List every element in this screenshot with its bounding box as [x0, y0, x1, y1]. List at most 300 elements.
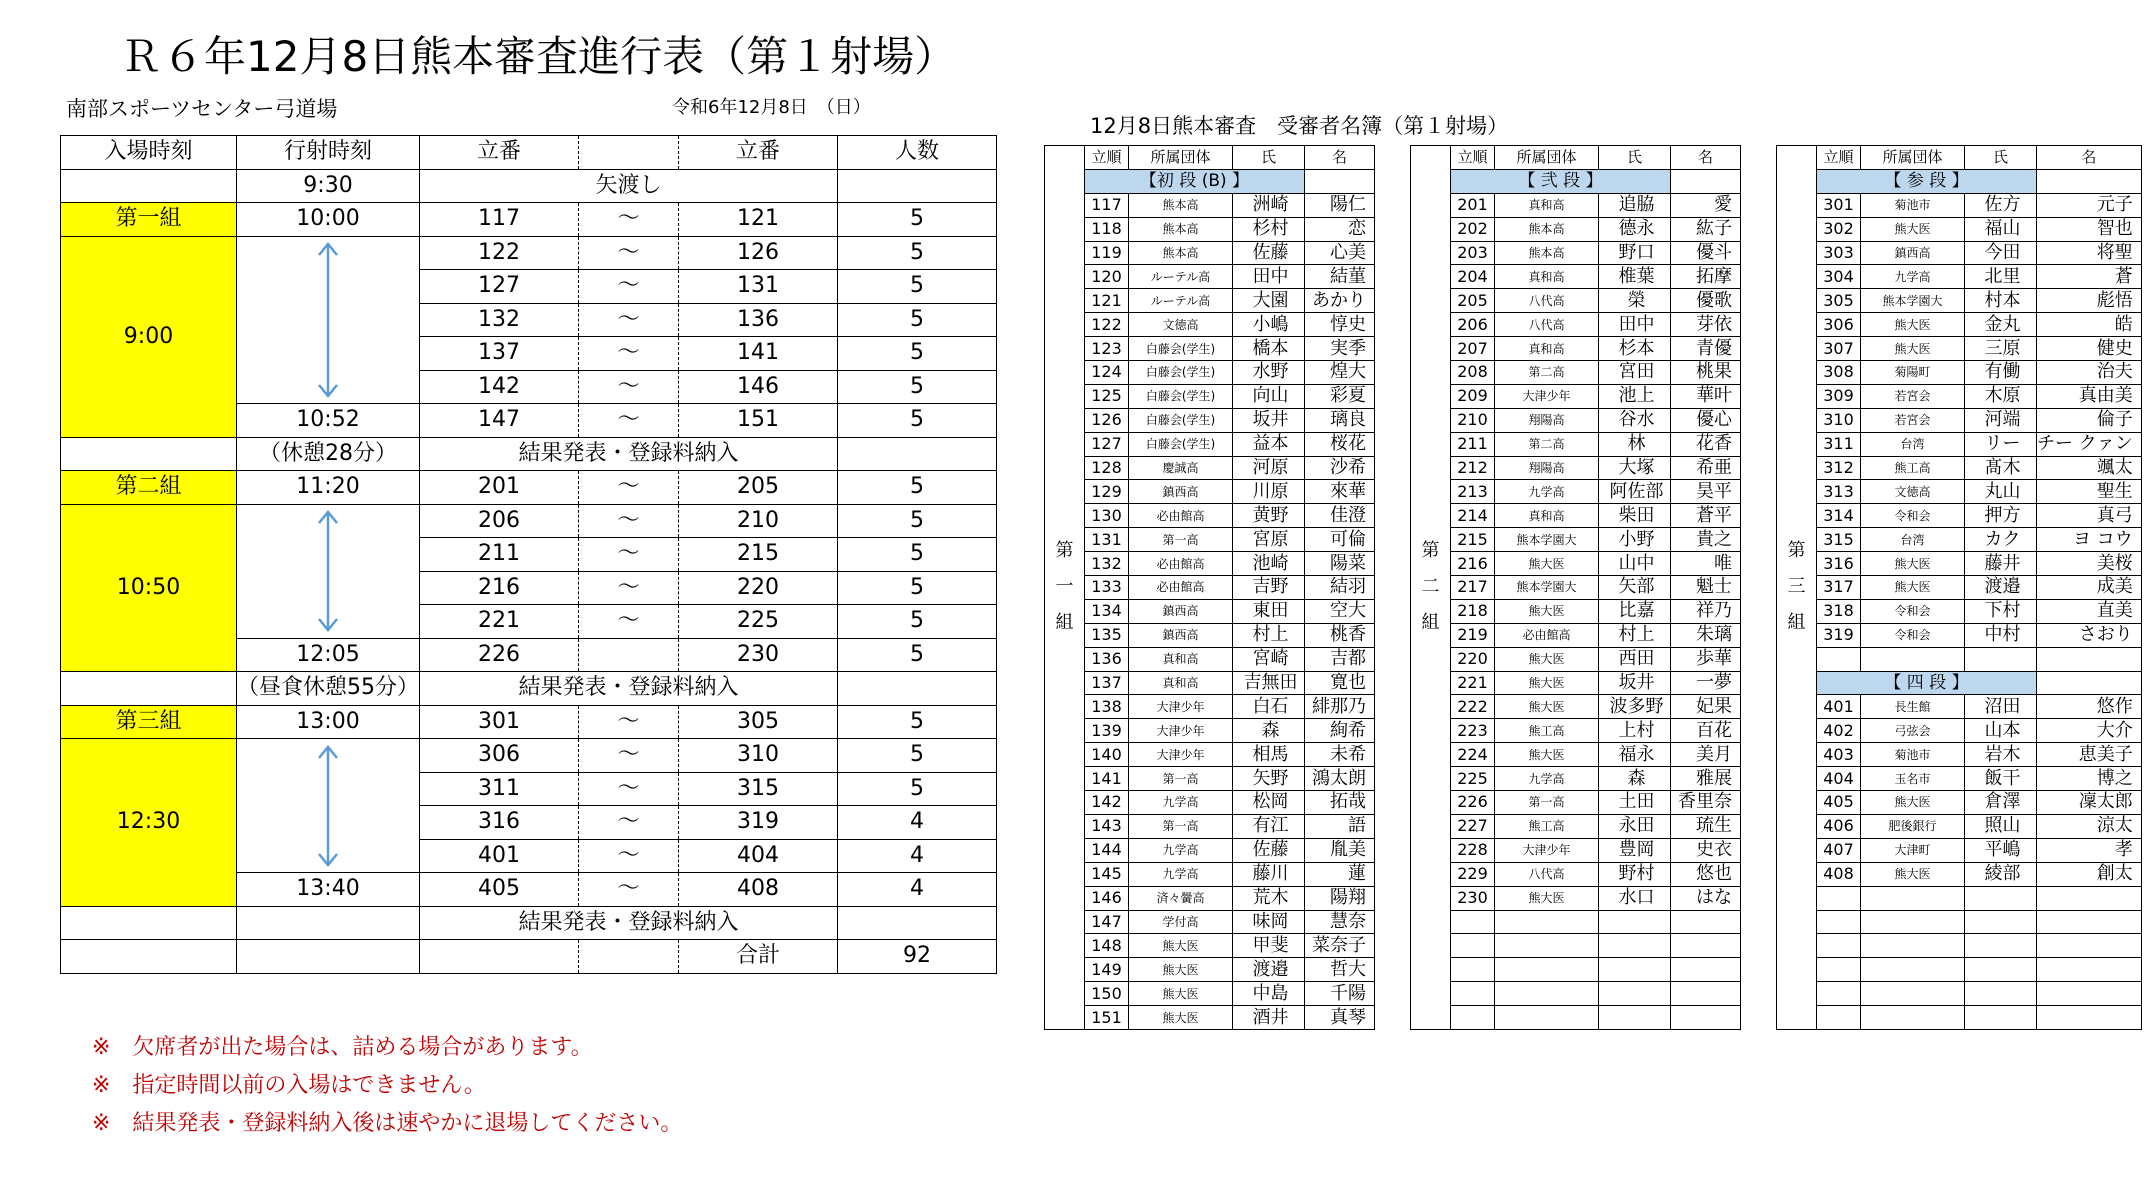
examinee-surname: 倉澤: [1965, 791, 2037, 815]
count-cell: 5: [838, 337, 997, 371]
date-label: 令和6年12月8日 （日）: [672, 97, 871, 118]
examinee-number: 124: [1085, 361, 1129, 385]
schedule-header-cell: 立番: [420, 136, 579, 170]
examinee-organization: 若宮会: [1861, 408, 1965, 432]
examinee-surname: 甲斐: [1233, 934, 1305, 958]
list-item: [1045, 552, 1375, 576]
examinee-surname: 松岡: [1233, 791, 1305, 815]
examinee-given-name: 緋那乃: [1305, 695, 1375, 719]
list-item: [1045, 814, 1375, 838]
examinee-organization: 九学高: [1495, 480, 1599, 504]
tilde-cell: ～: [579, 404, 679, 438]
examinee-organization: 菊池市: [1861, 193, 1965, 217]
examinee-number: 135: [1085, 623, 1129, 647]
page-title: Ｒ６年12月8日熊本審査進行表（第１射場）: [120, 32, 957, 81]
examinee-organization: 熊大医: [1495, 552, 1599, 576]
examinee-organization: 熊大医: [1861, 217, 1965, 241]
list-item: [1411, 480, 1741, 504]
examinee-organization: 白藤会(学生): [1129, 337, 1233, 361]
tilde-cell: ～: [579, 270, 679, 304]
examinee-given-name: 智也: [2037, 217, 2142, 241]
schedule-table: [60, 135, 997, 974]
examinee-organization: 九学高: [1861, 265, 1965, 289]
list-item: [1777, 743, 2142, 767]
section-heading-row: [1411, 169, 1741, 193]
examinee-surname: 三原: [1965, 337, 2037, 361]
examinee-surname: 渡邉: [1965, 576, 2037, 600]
examinee-surname: [1965, 910, 2037, 934]
examinee-surname: 岩木: [1965, 743, 2037, 767]
shooting-time-cell: 10:00: [237, 203, 420, 237]
list-item: [1777, 552, 2142, 576]
examinee-number: 138: [1085, 695, 1129, 719]
examinee-surname: 小野: [1599, 528, 1671, 552]
list-item: [1777, 313, 2142, 337]
list-item: [1411, 289, 1741, 313]
examinee-number: 143: [1085, 814, 1129, 838]
examinee-organization: [1861, 886, 1965, 910]
list-item: [1777, 958, 2142, 982]
examinee-organization: [1861, 958, 1965, 982]
list-item: [1045, 862, 1375, 886]
list-item: [1777, 408, 2142, 432]
tilde-cell: ～: [579, 839, 679, 873]
list-item: [1411, 1006, 1741, 1030]
examinee-number: 150: [1085, 982, 1129, 1006]
list-item: [1411, 743, 1741, 767]
examinee-number: 229: [1451, 862, 1495, 886]
break-label: 結果発表・登録料納入: [420, 672, 838, 706]
examinee-organization: 熊大医: [1495, 599, 1599, 623]
examinee-organization: [1861, 647, 1965, 671]
examinee-number: [1817, 910, 1861, 934]
roster-header-cell: 所属団体: [1129, 146, 1233, 170]
entry-time-cell: [61, 437, 237, 471]
examinee-given-name: 実季: [1305, 337, 1375, 361]
examinee-surname: 今田: [1965, 241, 2037, 265]
examinee-given-name: [2037, 958, 2142, 982]
examinee-surname: 丸山: [1965, 480, 2037, 504]
start-number-cell: 201: [420, 471, 579, 505]
group-label-char: 一: [1055, 576, 1074, 598]
examinee-given-name: 慧奈: [1305, 910, 1375, 934]
examinee-given-name: 桜花: [1305, 432, 1375, 456]
list-item: [1777, 337, 2142, 361]
list-item: [1411, 528, 1741, 552]
examinee-given-name: [2037, 982, 2142, 1006]
examinee-given-name: 華叶: [1671, 384, 1741, 408]
examinee-organization: 真和高: [1495, 265, 1599, 289]
entry-time-cell: [61, 940, 237, 974]
examinee-surname: 大園: [1233, 289, 1305, 313]
examinee-number: 310: [1817, 408, 1861, 432]
examinee-number: 227: [1451, 814, 1495, 838]
examinee-surname: 福山: [1965, 217, 2037, 241]
list-item: [1777, 647, 2142, 671]
list-item: [1777, 456, 2142, 480]
examinee-number: 306: [1817, 313, 1861, 337]
examinee-organization: 真和高: [1495, 337, 1599, 361]
roster-header-row: [1777, 146, 2142, 170]
start-number-cell: 206: [420, 504, 579, 538]
examinee-surname: 谷水: [1599, 408, 1671, 432]
list-item: [1777, 1006, 2142, 1030]
examinee-surname: 村上: [1599, 623, 1671, 647]
list-item: [1045, 337, 1375, 361]
examinee-organization: 熊本学園大: [1495, 528, 1599, 552]
examinee-organization: [1495, 958, 1599, 982]
shooting-time-cell: 11:20: [237, 471, 420, 505]
examinee-number: 313: [1817, 480, 1861, 504]
examinee-organization: 熊大医: [1129, 1006, 1233, 1030]
count-cell: 4: [838, 839, 997, 873]
list-item: [1411, 982, 1741, 1006]
examinee-number: 214: [1451, 504, 1495, 528]
examinee-organization: 慶誠高: [1129, 456, 1233, 480]
rank-heading-blank: [2037, 671, 2142, 695]
examinee-surname: 相馬: [1233, 743, 1305, 767]
examinee-given-name: [2037, 647, 2142, 671]
examinee-given-name: 拓摩: [1671, 265, 1741, 289]
examinee-surname: 味岡: [1233, 910, 1305, 934]
end-number-cell: 131: [679, 270, 838, 304]
examinee-surname: 宮崎: [1233, 647, 1305, 671]
shooting-time-cell: 12:05: [237, 638, 420, 672]
examinee-surname: 河端: [1965, 408, 2037, 432]
examinee-surname: 東田: [1233, 599, 1305, 623]
examinee-number: 139: [1085, 719, 1129, 743]
list-item: [1045, 408, 1375, 432]
examinee-given-name: 結羽: [1305, 576, 1375, 600]
examinee-surname: 中島: [1233, 982, 1305, 1006]
examinee-given-name: 蓮: [1305, 862, 1375, 886]
count-cell: [838, 672, 997, 706]
examinee-number: [1451, 910, 1495, 934]
section-heading-row: [1045, 169, 1375, 193]
examinee-surname: 荒木: [1233, 886, 1305, 910]
examinee-organization: 大津少年: [1129, 695, 1233, 719]
examinee-surname: 山本: [1965, 719, 2037, 743]
examinee-surname: 飯干: [1965, 767, 2037, 791]
examinee-surname: [1599, 958, 1671, 982]
examinee-number: 127: [1085, 432, 1129, 456]
start-number-cell: 405: [420, 873, 579, 907]
roster-header-cell: 名: [2037, 146, 2142, 170]
schedule-header-row: [61, 136, 997, 170]
examinee-surname: 綾部: [1965, 862, 2037, 886]
examinee-organization: 熊本高: [1129, 217, 1233, 241]
shooting-time-cell: 9:30: [237, 169, 420, 203]
examinee-surname: 向山: [1233, 384, 1305, 408]
start-number-cell: 117: [420, 203, 579, 237]
examinee-organization: 熊大医: [1861, 576, 1965, 600]
examinee-given-name: 璃良: [1305, 408, 1375, 432]
examinee-surname: 柴田: [1599, 504, 1671, 528]
examinee-surname: 佐方: [1965, 193, 2037, 217]
end-number-cell: 136: [679, 303, 838, 337]
examinee-surname: 沼田: [1965, 695, 2037, 719]
count-cell: [838, 437, 997, 471]
examinee-organization: [1495, 934, 1599, 958]
examinee-number: 217: [1451, 576, 1495, 600]
entry-time-cell: [61, 169, 237, 203]
list-item: [1045, 289, 1375, 313]
examinee-number: 205: [1451, 289, 1495, 313]
examinee-organization: 熊本学園大: [1495, 576, 1599, 600]
examinee-surname: 田中: [1233, 265, 1305, 289]
start-number-cell: 122: [420, 236, 579, 270]
examinee-number: 210: [1451, 408, 1495, 432]
examinee-number: 121: [1085, 289, 1129, 313]
break-row: [61, 672, 997, 706]
examinee-number: 302: [1817, 217, 1861, 241]
examinee-surname: 坂井: [1233, 408, 1305, 432]
examinee-number: 145: [1085, 862, 1129, 886]
examinee-number: 134: [1085, 599, 1129, 623]
examinee-organization: 熊大医: [1861, 862, 1965, 886]
list-item: [1777, 623, 2142, 647]
list-item: [1045, 910, 1375, 934]
tilde-cell: ～: [579, 504, 679, 538]
examinee-surname: 渡邉: [1233, 958, 1305, 982]
list-item: [1411, 862, 1741, 886]
group-label: 第一組: [61, 203, 237, 237]
list-item: [1411, 695, 1741, 719]
examinee-surname: 村上: [1233, 623, 1305, 647]
examinee-number: 120: [1085, 265, 1129, 289]
list-item: [1411, 456, 1741, 480]
examinee-organization: [1861, 910, 1965, 934]
note-text: ※ 欠席者が出た場合は、詰める場合があります。: [92, 1035, 593, 1060]
examinee-surname: 宮田: [1599, 361, 1671, 385]
examinee-organization: 八代高: [1495, 862, 1599, 886]
examinee-organization: [1495, 982, 1599, 1006]
table-row: [61, 203, 997, 237]
roster-table: [1044, 145, 1375, 1030]
examinee-given-name: 陽翔: [1305, 886, 1375, 910]
entry-time-cell: [61, 906, 237, 940]
examinee-given-name: [1671, 934, 1741, 958]
examinee-surname: 榮: [1599, 289, 1671, 313]
start-number-cell: 132: [420, 303, 579, 337]
end-number-cell: 315: [679, 772, 838, 806]
examinee-given-name: 結菫: [1305, 265, 1375, 289]
list-item: [1777, 241, 2142, 265]
examinee-number: 209: [1451, 384, 1495, 408]
examinee-organization: 真和高: [1129, 671, 1233, 695]
examinee-number: 402: [1817, 719, 1861, 743]
tilde-cell: ～: [579, 471, 679, 505]
end-number-cell: 220: [679, 571, 838, 605]
examinee-given-name: 恋: [1305, 217, 1375, 241]
examinee-surname: 水口: [1599, 886, 1671, 910]
examinee-number: 122: [1085, 313, 1129, 337]
examinee-given-name: 倫子: [2037, 408, 2142, 432]
examinee-given-name: あかり: [1305, 289, 1375, 313]
tilde-cell: [579, 638, 679, 672]
shooting-time-cell: 10:52: [237, 404, 420, 438]
list-item: [1045, 767, 1375, 791]
examinee-organization: 九学高: [1129, 862, 1233, 886]
examinee-given-name: 來華: [1305, 480, 1375, 504]
examinee-number: 228: [1451, 838, 1495, 862]
examinee-surname: 有働: [1965, 361, 2037, 385]
examinee-number: 126: [1085, 408, 1129, 432]
count-cell: 5: [838, 370, 997, 404]
examinee-number: 213: [1451, 480, 1495, 504]
list-item: [1045, 432, 1375, 456]
examinee-number: 315: [1817, 528, 1861, 552]
examinee-organization: 熊大医: [1861, 313, 1965, 337]
examinee-number: 142: [1085, 791, 1129, 815]
examinee-surname: 豊岡: [1599, 838, 1671, 862]
examinee-number: 219: [1451, 623, 1495, 647]
examinee-surname: 矢野: [1233, 767, 1305, 791]
list-item: [1777, 528, 2142, 552]
examinee-given-name: 将聖: [2037, 241, 2142, 265]
examinee-organization: 熊大医: [1495, 695, 1599, 719]
list-item: [1411, 791, 1741, 815]
examinee-number: 318: [1817, 599, 1861, 623]
examinee-organization: 長生館: [1861, 695, 1965, 719]
examinee-organization: 翔陽高: [1495, 408, 1599, 432]
count-cell: 5: [838, 571, 997, 605]
list-item: [1045, 528, 1375, 552]
examinee-given-name: [2037, 1006, 2142, 1030]
examinee-given-name: [1671, 958, 1741, 982]
count-cell: 5: [838, 303, 997, 337]
list-item: [1045, 1006, 1375, 1030]
examinee-given-name: さおり: [2037, 623, 2142, 647]
examinee-organization: 熊本高: [1129, 193, 1233, 217]
examinee-number: 151: [1085, 1006, 1129, 1030]
examinee-given-name: 美桜: [2037, 552, 2142, 576]
examinee-number: 137: [1085, 671, 1129, 695]
examinee-given-name: 恵美子: [2037, 743, 2142, 767]
examinee-given-name: 祥乃: [1671, 599, 1741, 623]
examinee-number: [1817, 647, 1861, 671]
list-item: [1777, 814, 2142, 838]
examinee-given-name: はな: [1671, 886, 1741, 910]
list-item: [1411, 217, 1741, 241]
end-number-cell: 408: [679, 873, 838, 907]
list-item: [1777, 384, 2142, 408]
examinee-number: 218: [1451, 599, 1495, 623]
end-number-cell: 141: [679, 337, 838, 371]
list-item: [1777, 361, 2142, 385]
examinee-surname: 益本: [1233, 432, 1305, 456]
examinee-number: 407: [1817, 838, 1861, 862]
examinee-surname: 西田: [1599, 647, 1671, 671]
group-label: 第三組: [61, 705, 237, 739]
examinee-number: 208: [1451, 361, 1495, 385]
examinee-organization: 白藤会(学生): [1129, 432, 1233, 456]
entry-time-cell: [61, 672, 237, 706]
examinee-surname: 小嶋: [1233, 313, 1305, 337]
table-row: [61, 169, 997, 203]
list-item: [1045, 480, 1375, 504]
examinee-organization: 鎮西高: [1129, 480, 1233, 504]
examinee-surname: 佐藤: [1233, 241, 1305, 265]
schedule-header-cell: 立番: [679, 136, 838, 170]
examinee-surname: [1965, 958, 2037, 982]
examinee-organization: 台湾: [1861, 528, 1965, 552]
list-item: [1411, 958, 1741, 982]
count-cell: 5: [838, 638, 997, 672]
examinee-number: 130: [1085, 504, 1129, 528]
count-cell: 5: [838, 605, 997, 639]
examinee-organization: 熊本学園大: [1861, 289, 1965, 313]
rank-heading: 【初 段 (B) 】: [1085, 169, 1305, 193]
end-number-cell: 210: [679, 504, 838, 538]
examinee-given-name: 鴻太朗: [1305, 767, 1375, 791]
list-item: [1411, 838, 1741, 862]
table-row: [61, 236, 997, 270]
roster-header-cell: 氏: [1965, 146, 2037, 170]
examinee-given-name: 寛也: [1305, 671, 1375, 695]
list-item: [1777, 504, 2142, 528]
list-item: [1045, 241, 1375, 265]
count-cell: 5: [838, 705, 997, 739]
list-item: [1045, 265, 1375, 289]
examinee-organization: 台湾: [1861, 432, 1965, 456]
examinee-given-name: 愛: [1671, 193, 1741, 217]
end-number-cell: 225: [679, 605, 838, 639]
examinee-organization: 大津少年: [1495, 838, 1599, 862]
list-item: [1045, 456, 1375, 480]
double-arrow-icon: [313, 507, 343, 635]
examinee-given-name: 芽依: [1671, 313, 1741, 337]
examinee-number: [1451, 958, 1495, 982]
list-item: [1411, 623, 1741, 647]
examinee-organization: 熊本高: [1129, 241, 1233, 265]
list-item: [1045, 623, 1375, 647]
double-arrow-icon: [313, 742, 343, 870]
examinee-number: 404: [1817, 767, 1861, 791]
group-label-char: 第: [1421, 540, 1440, 562]
group-label-char: 三: [1787, 576, 1806, 598]
examinee-given-name: 真琴: [1305, 1006, 1375, 1030]
examinee-number: 129: [1085, 480, 1129, 504]
tilde-cell: ～: [579, 203, 679, 237]
list-item: [1777, 480, 2142, 504]
examinee-surname: 川原: [1233, 480, 1305, 504]
group-label-char: 第: [1787, 540, 1806, 562]
examinee-organization: 九学高: [1129, 838, 1233, 862]
count-cell: 4: [838, 873, 997, 907]
examinee-organization: 八代高: [1495, 313, 1599, 337]
list-item: [1411, 313, 1741, 337]
examinee-given-name: 凜太郎: [2037, 791, 2142, 815]
examinee-organization: 肥後銀行: [1861, 814, 1965, 838]
examinee-organization: 学付高: [1129, 910, 1233, 934]
examinee-surname: 白石: [1233, 695, 1305, 719]
examinee-surname: 佐藤: [1233, 838, 1305, 862]
tilde-cell: ～: [579, 806, 679, 840]
count-cell: 5: [838, 236, 997, 270]
examinee-given-name: 佳澄: [1305, 504, 1375, 528]
start-number-cell: [420, 940, 579, 974]
examinee-given-name: 菜奈子: [1305, 934, 1375, 958]
examinee-given-name: 千陽: [1305, 982, 1375, 1006]
examinee-number: [1451, 934, 1495, 958]
examinee-number: 403: [1817, 743, 1861, 767]
list-item: [1777, 719, 2142, 743]
arrow-cell: [237, 739, 420, 873]
total-value: 92: [838, 940, 997, 974]
examinee-number: [1817, 1006, 1861, 1030]
examinee-given-name: 元子: [2037, 193, 2142, 217]
